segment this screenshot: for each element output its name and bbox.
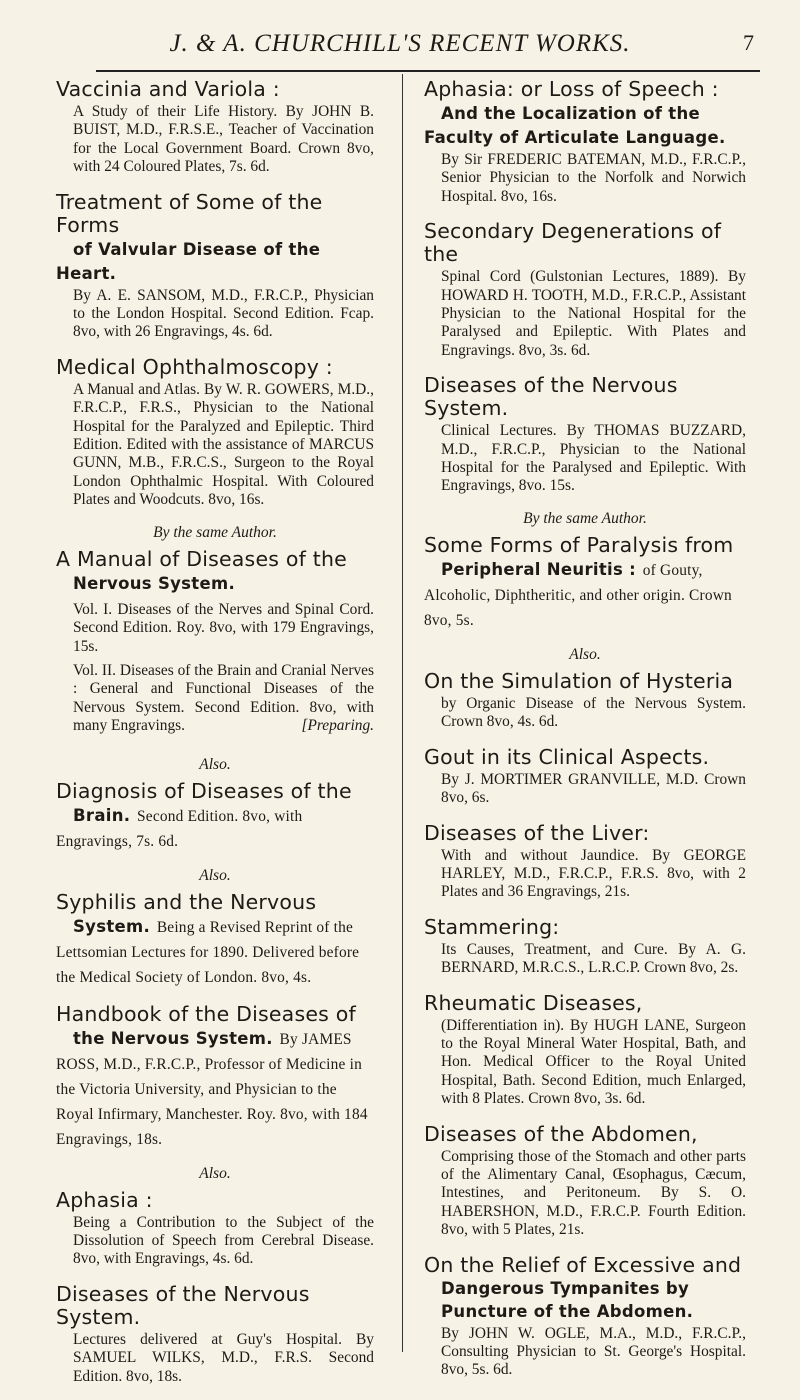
book-description: by Organic Disease of the Nervous System. Crown 8vo, 4s. 6d. <box>441 694 746 731</box>
book-entry <box>424 1254 746 1380</box>
book-title: Diseases of the Abdomen, <box>424 1121 698 1146</box>
book-entry <box>424 992 746 1109</box>
book-description: A Manual and Atlas. By W. R. GOWERS, M.D., F.R.C.P., F.R.S., Physician to the National Hospital for the Paralyzed and Epileptic. Third Edition. Edited with the assistance of MARCUS GUNN, M.B., F.R.C.S., Surgeon to the Royal London Ophthalmic Hospital. With Coloured Plates and Woodcuts. 8vo, 16s. <box>73 380 374 509</box>
also-label: Also. <box>569 645 601 663</box>
book-title-sub: Brain. <box>73 805 131 825</box>
book-entry <box>56 191 374 342</box>
book-title <box>56 780 374 853</box>
book-description: By JAMES ROSS, M.D., F.R.C.P., Professor of Medicine in the Victoria University, and Physician to the Royal Infirmary, Manchester. Roy. 8vo, with 184 Engravings, 18s. <box>56 1030 368 1148</box>
book-title-main: Handbook of the Diseases of <box>56 1001 356 1026</box>
book-title-sub: Nervous System. <box>73 573 236 593</box>
book-entry <box>56 356 374 510</box>
book-title-sub: And the Localization of the Faculty of Articulate Language. <box>424 104 726 147</box>
book-entry <box>56 1189 374 1269</box>
book-description: Being a Revised Reprint of the Lettsomian Lectures for 1890. Delivered before the Medical Society of London. 8vo, 4s. <box>56 918 360 986</box>
volume-description: Vol. I. Diseases of the Nerves and Spinal Cord. Second Edition. Roy. 8vo, with 179 Engravings, 15s. <box>73 600 374 655</box>
book-title-sub: the Nervous System. <box>73 1028 273 1048</box>
book-description: Comprising those of the Stomach and other parts of the Alimentary Canal, Œsophagus, Cæcum, Intestines, and Peritoneum. By S. O. HABERSHON, M.D., F.R.C.P. Fourth Edition. 8vo, with 5 Plates, 21s. <box>441 1147 746 1239</box>
book-title-main: A Manual of Diseases of the <box>56 546 347 571</box>
book-entry <box>424 1123 746 1240</box>
book-description: Spinal Cord (Gulstonian Lectures, 1889). By HOWARD H. TOOTH, M.D., F.R.C.P., Assistant Physician to the National Hospital for the Paralysed and Epileptic. With Plates and Engravings. 8vo, 3s. 6d. <box>441 268 746 359</box>
book-description: (Differentiation in). By HUGH LANE, Surgeon to the Royal Mineral Water Hospital, Bath, and Hon. Medical Officer to the Royal United Hospital, Bath. Second Edition, much Enlarged, with 8 Plates. Crown 8vo, 3s. 6d. <box>441 1016 746 1108</box>
also-label: Also. <box>199 866 231 884</box>
book-title: Diseases of the Nervous System. <box>56 1281 310 1329</box>
book-entry <box>56 780 374 853</box>
book-description: Lectures delivered at Guy's Hospital. By SAMUEL WILKS, M.D., F.R.S. Second Edition. 8vo, 18s. <box>73 1330 374 1385</box>
book-description: Second Edition. 8vo, with Engravings, 7s. 6d. <box>56 807 303 850</box>
book-entry <box>424 78 746 206</box>
book-title-main: Aphasia: or Loss of Speech : <box>424 77 719 101</box>
column-divider <box>402 74 403 1352</box>
book-entry <box>424 534 746 632</box>
book-title-sub: Peripheral Neuritis : <box>441 559 637 579</box>
book-title: Vaccinia and Variola : <box>56 77 280 101</box>
book-title-main: Some Forms of Paralysis from <box>424 532 734 557</box>
book-description: Its Causes, Treatment, and Cure. By A. G. BERNARD, M.R.C.S., L.R.C.P. Crown 8vo, 2s. <box>441 940 746 977</box>
publication-status: [Preparing. <box>301 717 374 735</box>
book-entry <box>424 746 746 808</box>
book-title <box>56 548 374 595</box>
volume-description <box>73 662 374 736</box>
book-title-sub: Dangerous Tympanites by Puncture of the Abdomen. <box>441 1278 694 1321</box>
book-title-sub: of Valvular Disease of the Heart. <box>56 239 321 283</box>
book-title: Aphasia : <box>56 1187 153 1212</box>
book-title: Secondary Degenerations of the <box>424 219 722 267</box>
book-title-main: Syphilis and the Nervous <box>56 889 317 914</box>
book-description: By A. E. SANSOM, M.D., F.R.C.P., Physician to the London Hospital. Second Edition. Fcap. 8vo, with 26 Engravings, 4s. 6d. <box>73 286 374 341</box>
book-entry <box>56 1283 374 1386</box>
book-entry <box>56 891 374 989</box>
right-column <box>424 78 746 1394</box>
volume-text: Vol. II. Diseases of the Brain and Cranial Nerves : General and Functional Diseases of the Nervous System. Second Edition. 8vo, with many Engravings. <box>73 661 374 735</box>
book-title: On the Simulation of Hysteria <box>424 668 734 693</box>
book-title-main: Diagnosis of Diseases of the <box>56 778 352 803</box>
book-entry <box>56 78 374 177</box>
book-entry <box>424 822 746 902</box>
book-description: Being a Contribution to the Subject of the Dissolution of Speech from Cerebral Disease. 8vo, with Engravings, 4s. 6d. <box>73 1213 374 1268</box>
book-title: Diseases of the Liver: <box>424 820 650 845</box>
book-title: Gout in its Clinical Aspects. <box>424 744 710 769</box>
book-description: By J. MORTIMER GRANVILLE, M.D. Crown 8vo, 6s. <box>441 770 746 807</box>
by-same-author-label: By the same Author. <box>523 509 647 527</box>
book-title <box>424 1254 746 1323</box>
running-title: J. & A. CHURCHILL'S RECENT WORKS. <box>169 30 631 57</box>
book-description: By Sir FREDERIC BATEMAN, M.D., F.R.C.P., Senior Physician to the Norfolk and Norwich Hospital. 8vo, 16s. <box>441 151 746 205</box>
book-entry <box>424 220 746 360</box>
book-entry <box>424 374 746 496</box>
book-description: of Gouty, Alcoholic, Diphtheritic, and other origin. Crown 8vo, 5s. <box>424 561 732 629</box>
also-label: Also. <box>199 1164 231 1182</box>
left-column <box>56 78 374 1400</box>
book-description: With and without Jaundice. By GEORGE HARLEY, M.D., F.R.C.P., F.R.S. 8vo, with 2 Plates and 36 Engravings, 21s. <box>441 846 746 901</box>
book-title: Rheumatic Diseases, <box>424 990 643 1015</box>
book-title <box>424 534 746 632</box>
book-title-main: On the Relief of Excessive and <box>424 1252 742 1277</box>
running-head <box>0 14 800 57</box>
book-title-sub: System. <box>73 916 151 936</box>
book-entry <box>56 548 374 742</box>
book-description: Clinical Lectures. By THOMAS BUZZARD, M.D., F.R.C.P., Physician to the National Hospital for the Paralysed and Epileptic. With Engravings, 8vo. 15s. <box>441 422 746 495</box>
book-description: A Study of their Life History. By JOHN B. BUIST, M.D., F.R.S.E., Teacher of Vaccination for the Local Government Board. Crown 8vo, with 24 Coloured Plates, 7s. 6d. <box>73 103 374 176</box>
book-entry <box>424 916 746 978</box>
book-entry <box>424 670 746 732</box>
book-title: Stammering: <box>424 914 560 939</box>
book-entry <box>56 1003 374 1151</box>
book-title <box>56 1003 374 1151</box>
book-title <box>56 191 374 285</box>
book-title: Diseases of the Nervous System. <box>424 373 678 421</box>
book-title <box>56 891 374 989</box>
header-rule <box>96 70 760 72</box>
book-title: Medical Ophthalmoscopy : <box>56 354 333 379</box>
book-description: By JOHN W. OGLE, M.A., M.D., F.R.C.P., Consulting Physician to St. George's Hospital. 8vo, 5s. 6d. <box>441 1324 746 1379</box>
page-number: 7 <box>743 30 754 55</box>
by-same-author-label: By the same Author. <box>153 523 277 541</box>
also-label: Also. <box>199 755 231 773</box>
book-title <box>424 78 746 149</box>
book-title-main: Treatment of Some of the Forms <box>56 189 323 237</box>
